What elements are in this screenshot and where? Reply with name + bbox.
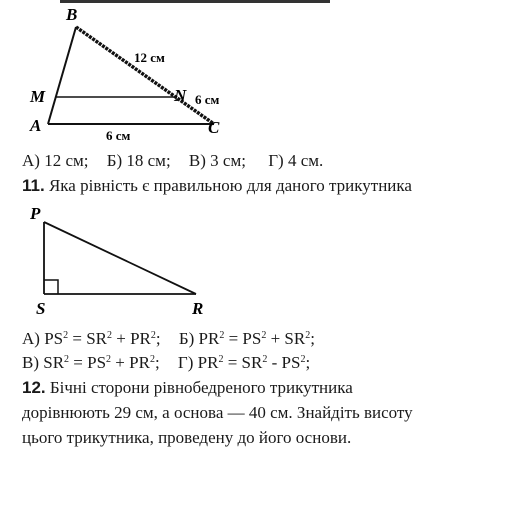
q12-line-3: [22, 428, 351, 448]
side-bc: [76, 27, 214, 124]
length-nc-label: 6 см: [195, 92, 220, 107]
q10-option-a: А) 12 см;: [22, 151, 89, 170]
q11-option-c: В) $SR^2 = PS^2 + PR^2$;: [22, 353, 160, 372]
q12-text-3: цього трикутника, проведену до його основи.: [22, 428, 352, 447]
q11-answer-row-2: [22, 353, 310, 373]
side-pr: [44, 222, 196, 294]
q12-line-2: [22, 403, 413, 423]
cut-off-text-remnant: [60, 0, 330, 3]
q12-text-2: дорівнюють 29 см, а основа — 40 см. Знайдіть висоту: [22, 403, 413, 422]
q11-text: Яка рівність є правильною для даного трикутника: [48, 176, 412, 195]
right-angle-mark: [44, 280, 58, 294]
q10-option-d: Г) 4 см.: [268, 151, 324, 170]
q12-number: 12.: [22, 378, 46, 397]
q11-option-b: Б) $PR^2 = PS^2 + SR^2$;: [178, 329, 315, 348]
vertex-c-label: C: [208, 118, 220, 137]
vertex-n-label: N: [174, 86, 187, 105]
vertex-a-label: A: [30, 116, 42, 135]
vertex-m-label: M: [30, 87, 46, 106]
side-ab: [48, 27, 76, 124]
q12-text-1: Бічні сторони рівнобедреного трикутника: [49, 378, 353, 397]
length-ac-label: 6 см: [106, 128, 131, 143]
length-bn-label: 12 см: [134, 50, 165, 65]
q10-option-b: Б) 18 см;: [106, 151, 171, 170]
vertex-p-label: P: [30, 204, 41, 223]
q10-option-c: В) 3 см;: [188, 151, 246, 170]
q12-line-1: [22, 378, 353, 398]
triangle-abc-figure: [0, 0, 518, 150]
q11-option-a: А) $PS^2 = SR^2 + PR^2$;: [22, 329, 161, 348]
q10-answer-options: [22, 151, 323, 171]
vertex-b-label: B: [66, 5, 78, 24]
vertex-s-label: S: [36, 299, 46, 318]
q11-number: 11.: [22, 176, 45, 195]
q11-option-d: Г) $PR^2 = SR^2 - PS^2$;: [177, 353, 311, 372]
vertex-r-label: R: [192, 299, 204, 318]
q11-question: [22, 176, 412, 196]
q11-answer-row-1: [22, 329, 315, 349]
